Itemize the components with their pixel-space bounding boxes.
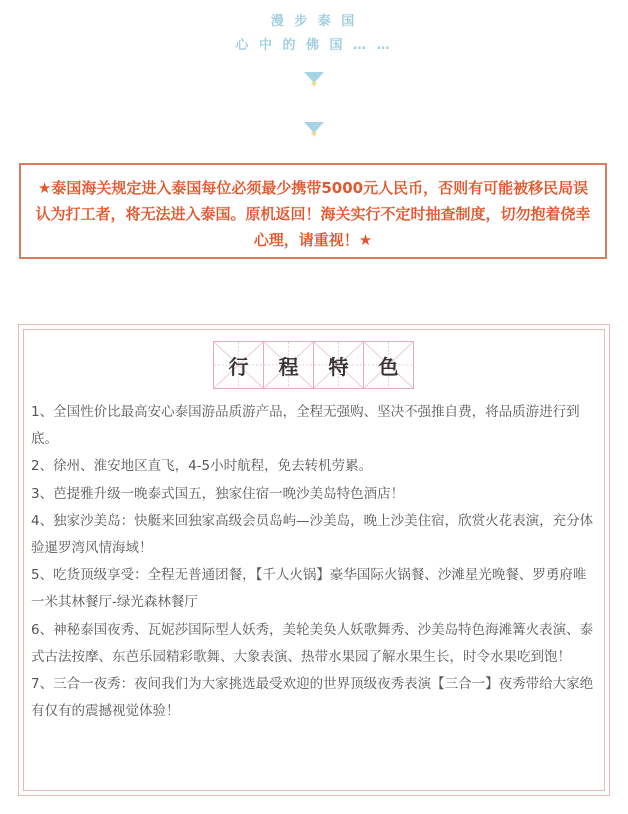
chevron-down-icon [304,122,324,138]
list-item: 4、独家沙美岛：快艇来回独家高级会员岛屿—沙美岛，晚上沙美住宿，欣赏火花表演，充分体验暹罗湾风情海域！ [31,512,594,557]
title-char: 程 [278,354,299,379]
title-char: 色 [378,354,399,379]
title-char: 行 [228,354,249,379]
features-list [31,399,597,725]
list-item: 5、吃货顶级享受：全程无普通团餐，【千人火锅】豪华国际火锅餐、沙滩星光晚餐、罗勇府唯一米其林餐厅-绿光森林餐厅 [31,567,587,611]
section-title [213,341,417,389]
header-subtitle: 心 中 的 佛 国 … … [235,38,393,53]
list-item: 3、芭提雅升级一晚泰式国五，独家住宿一晚沙美岛特色酒店！ [31,485,405,502]
list-item: 2、徐州、淮安地区直飞，4-5小时航程，免去转机劳累。 [31,458,373,475]
header-title: 漫 步 泰 国 [270,14,358,29]
itinerary-features-panel [18,324,610,796]
title-char-box [213,341,264,389]
list-item: 1、全国性价比最高安心泰国游品质游产品，全程无强购、坚决不强推自费，将品质游进行到底。 [31,404,580,448]
list-item: 7、三合一夜秀：夜间我们为大家挑选最受欢迎的世界顶级夜秀表演【三合一】夜秀带给大家绝有仅有的震撼视觉体验！ [31,676,594,720]
chevron-down-icon [304,72,324,88]
list-item: 6、神秘泰国夜秀、瓦妮莎国际型人妖秀，美轮美奂人妖歌舞秀、沙美岛特色海滩篝火表演、泰式古法按摩、东芭乐园精彩歌舞、大象表演、热带水果园了解水果生长，时令水果吃到饱！ [31,621,594,665]
title-char-box [313,341,364,389]
customs-warning-text: ★泰国海关规定进入泰国每位必须最少携带5000元人民币，否则有可能被移民局误认为打工者，将无法进入泰国。原机返回！海关实行不定时抽查制度，切勿抱着侥幸心理，请重视！★ [35,179,591,249]
title-char-box [263,341,314,389]
customs-warning-box [19,163,607,259]
title-char-box [363,341,414,389]
title-char: 特 [328,354,349,379]
